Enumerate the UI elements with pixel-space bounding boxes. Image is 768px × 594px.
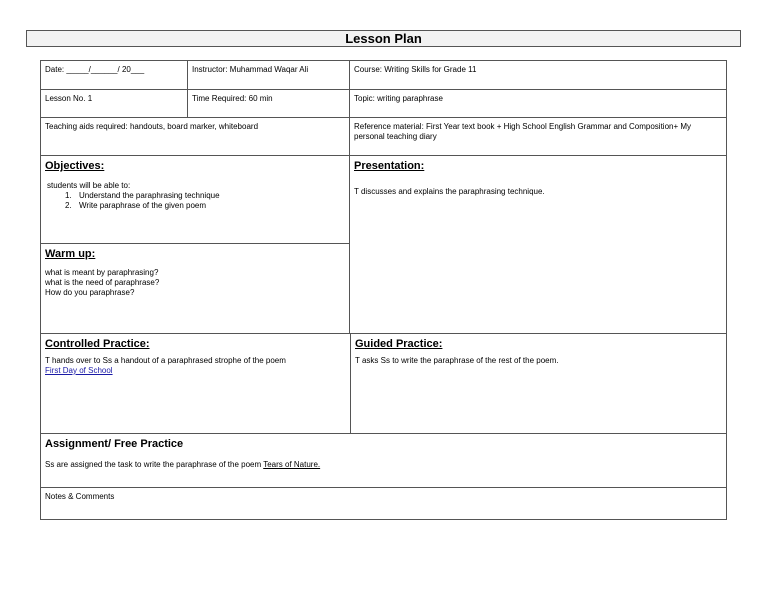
instructor-cell: Instructor: Muhammad Waqar Ali: [187, 61, 349, 89]
lesson-number-cell: Lesson No. 1: [45, 94, 93, 103]
objectives-presentation-row: [41, 155, 726, 333]
controlled-practice-section: [41, 334, 350, 433]
tears-of-nature-title: Tears of Nature.: [263, 460, 321, 469]
assignment-section: [41, 434, 726, 487]
time-required-cell: Time Required: 60 min: [187, 90, 349, 117]
assignment-heading: Assignment/ Free Practice: [45, 438, 184, 450]
info-row-1: [41, 61, 726, 89]
topic-cell: Topic: writing paraphrase: [349, 90, 726, 117]
date-cell: Date: _____/______/ 20___: [45, 65, 145, 74]
presentation-heading: Presentation:: [354, 160, 425, 172]
course-cell: Course: Writing Skills for Grade 11: [349, 61, 726, 89]
page-title: Lesson Plan: [26, 30, 741, 47]
info-row-3: [41, 117, 726, 155]
objectives-intro: students will be able to:: [47, 181, 131, 190]
controlled-practice-text: T hands over to Ss a handout of a paraphrased strophe of the poem: [45, 356, 286, 365]
notes-row: [41, 487, 726, 519]
lesson-plan-table: [40, 60, 727, 520]
objectives-heading: Objectives:: [45, 160, 105, 172]
objectives-list: [45, 191, 345, 211]
controlled-practice-heading: Controlled Practice:: [45, 338, 150, 350]
guided-practice-section: [350, 334, 726, 433]
guided-practice-heading: Guided Practice:: [355, 338, 443, 350]
reference-material-cell: Reference material: First Year text book + High School English Grammar and Composition+ My personal teaching diary: [349, 118, 726, 155]
assignment-row: [41, 433, 726, 487]
first-day-of-school-link[interactable]: First Day of School: [45, 366, 113, 375]
warmup-question: what is the need of paraphrase?: [45, 278, 160, 287]
objective-item: 2. Write paraphrase of the given poem: [65, 201, 207, 210]
warmup-question: How do you paraphrase?: [45, 288, 135, 297]
guided-practice-text: T asks Ss to write the paraphrase of the rest of the poem.: [355, 356, 559, 365]
objective-item: 1. Understand the paraphrasing technique: [65, 191, 220, 200]
objectives-section: [41, 156, 349, 243]
info-row-2: [41, 89, 726, 117]
assignment-text: Ss are assigned the task to write the paraphrase of the poem Tears of Nature.: [45, 460, 321, 469]
presentation-section: [350, 156, 726, 333]
teaching-aids-cell: Teaching aids required: handouts, board marker, whiteboard: [45, 122, 259, 131]
objectives-warmup-column: [41, 156, 350, 333]
presentation-text: T discusses and explains the paraphrasing technique.: [354, 187, 545, 196]
notes-comments-cell: Notes & Comments: [45, 492, 115, 501]
practice-row: [41, 333, 726, 433]
warmup-heading: Warm up:: [45, 248, 96, 260]
warmup-section: [41, 243, 349, 333]
warmup-question: what is meant by paraphrasing?: [45, 268, 159, 277]
